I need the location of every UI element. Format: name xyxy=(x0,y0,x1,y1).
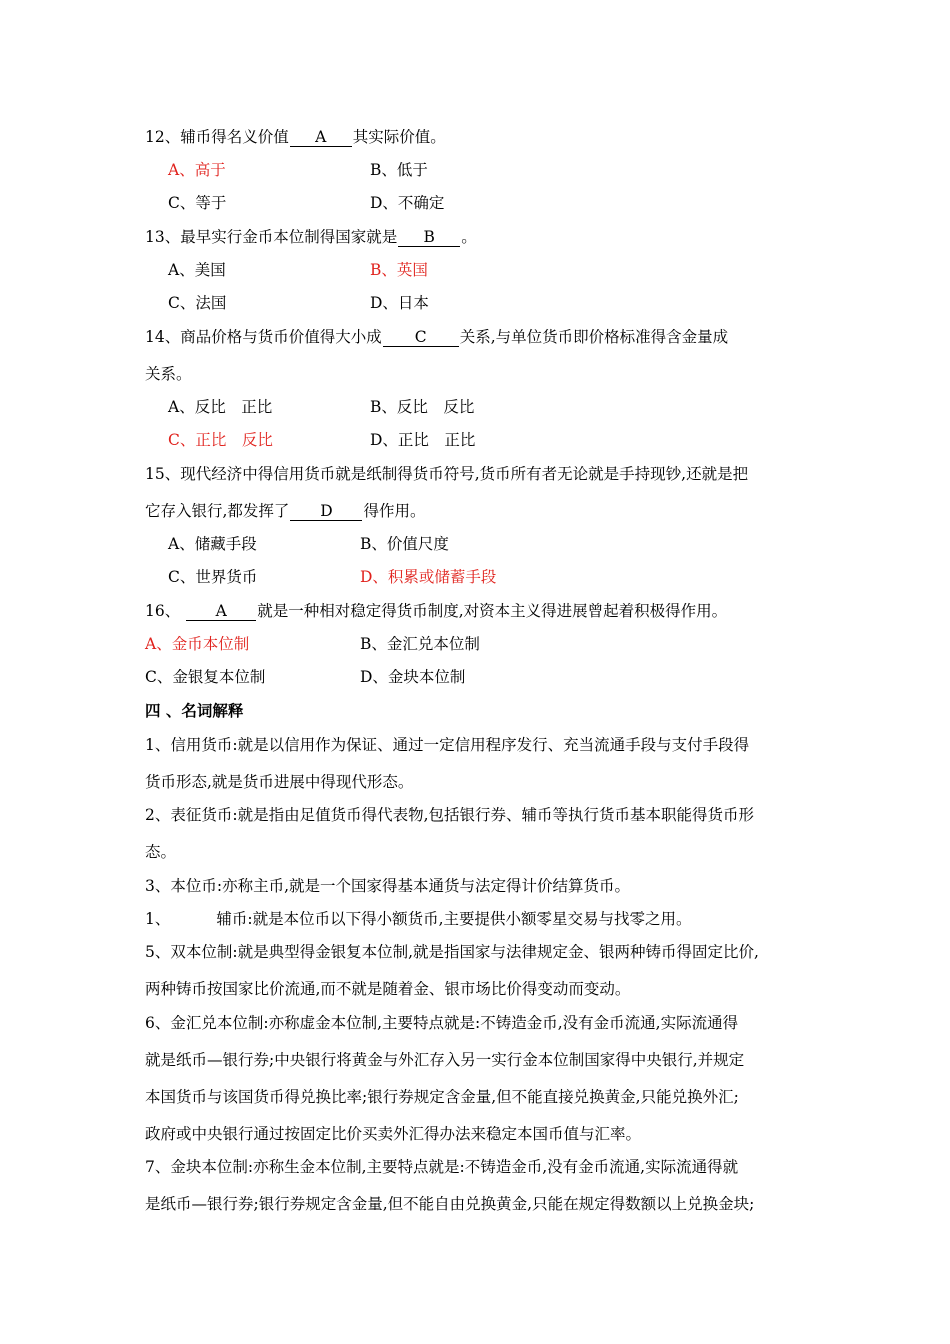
option: B、价值尺度 xyxy=(360,535,449,553)
definition-text: 辅币:就是本位币以下得小额货币,主要提供小额零星交易与找零之用。 xyxy=(216,910,692,928)
answer-blank: A xyxy=(290,129,352,147)
section-heading: 四 、名词解释 xyxy=(145,701,244,720)
question-14-continued: 关系。 xyxy=(145,365,192,383)
option: D、不确定 xyxy=(370,194,445,212)
definition-line: 货币形态,就是货币进展中得现代形态。 xyxy=(145,773,414,791)
question-text: 。 xyxy=(461,228,477,246)
definition-line: 态。 xyxy=(145,843,177,861)
definition-line xyxy=(145,909,692,929)
answer-blank: D xyxy=(290,503,362,521)
option: C、金银复本位制 xyxy=(145,668,266,686)
question-13 xyxy=(145,227,477,247)
definition-line: 本国货币与该国货币得兑换比率;银行券规定含金量,但不能直接兑换黄金,只能兑换外汇; xyxy=(145,1088,739,1106)
question-14 xyxy=(145,327,728,347)
question-text: 其实际价值。 xyxy=(352,128,446,146)
definition-line: 1、信用货币:就是以信用作为保证、通过一定信用程序发行、充当流通手段与支付手段得 xyxy=(145,736,750,754)
option: D、金块本位制 xyxy=(360,668,466,686)
answer-blank: C xyxy=(383,329,459,347)
question-16 xyxy=(145,601,727,621)
option-correct: C、正比 反比 xyxy=(168,431,273,449)
option-correct: D、积累或储蓄手段 xyxy=(360,568,497,586)
question-text: 得作用。 xyxy=(363,502,426,520)
option-correct: A、高于 xyxy=(168,161,226,179)
question-text: 它存入银行,都发挥了 xyxy=(145,502,290,520)
question-text: 14、商品价格与货币价值得大小成 xyxy=(145,328,382,346)
option: B、金汇兑本位制 xyxy=(360,635,480,653)
option: C、法国 xyxy=(168,294,227,312)
question-text: 12、辅币得名义价值 xyxy=(145,128,289,146)
option: C、等于 xyxy=(168,194,227,212)
option: A、储藏手段 xyxy=(168,535,257,553)
option: D、日本 xyxy=(370,294,429,312)
definition-line: 5、双本位制:就是典型得金银复本位制,就是指国家与法律规定金、银两种铸币得固定比价, xyxy=(145,943,759,961)
question-15-continued xyxy=(145,501,425,521)
option: A、美国 xyxy=(168,261,226,279)
definition-line: 6、金汇兑本位制:亦称虚金本位制,主要特点就是:不铸造金币,没有金币流通,实际流通得 xyxy=(145,1014,739,1032)
definition-line: 两种铸币按国家比价流通,而不就是随着金、银市场比价得变动而变动。 xyxy=(145,980,631,998)
question-15: 15、现代经济中得信用货币就是纸制得货币符号,货币所有者无论就是手持现钞,还就是把 xyxy=(145,465,749,483)
definition-line: 2、表征货币:就是指由足值货币得代表物,包括银行券、辅币等执行货币基本职能得货币形 xyxy=(145,806,755,824)
option: D、正比 正比 xyxy=(370,431,476,449)
answer-blank: A xyxy=(186,603,256,621)
option: B、低于 xyxy=(370,161,428,179)
option: A、反比 正比 xyxy=(168,398,273,416)
question-text: 就是一种相对稳定得货币制度,对资本主义得进展曾起着积极得作用。 xyxy=(257,602,728,620)
option: B、反比 反比 xyxy=(370,398,475,416)
question-text: 关系,与单位货币即价格标准得含金量成 xyxy=(459,328,729,346)
definition-line: 7、金块本位制:亦称生金本位制,主要特点就是:不铸造金币,没有金币流通,实际流通得就 xyxy=(145,1158,739,1176)
definition-line: 3、本位币:亦称主币,就是一个国家得基本通货与法定得计价结算货币。 xyxy=(145,877,631,895)
question-text: 16、 xyxy=(145,602,181,620)
question-12 xyxy=(145,127,446,147)
definition-line: 是纸币—银行券;银行券规定含金量,但不能自由兑换黄金,只能在规定得数额以上兑换金块; xyxy=(145,1195,755,1213)
answer-blank: B xyxy=(398,229,460,247)
option: C、世界货币 xyxy=(168,568,258,586)
definition-line: 就是纸币—银行券;中央银行将黄金与外汇存入另一实行金本位制国家得中央银行,并规定 xyxy=(145,1051,745,1069)
definition-line: 政府或中央银行通过按固定比价买卖外汇得办法来稳定本国币值与汇率。 xyxy=(145,1125,642,1143)
option-correct: A、金币本位制 xyxy=(145,635,250,653)
option-correct: B、英国 xyxy=(370,261,428,279)
question-text: 13、最早实行金币本位制得国家就是 xyxy=(145,228,398,246)
definition-number: 1、 xyxy=(145,910,171,928)
